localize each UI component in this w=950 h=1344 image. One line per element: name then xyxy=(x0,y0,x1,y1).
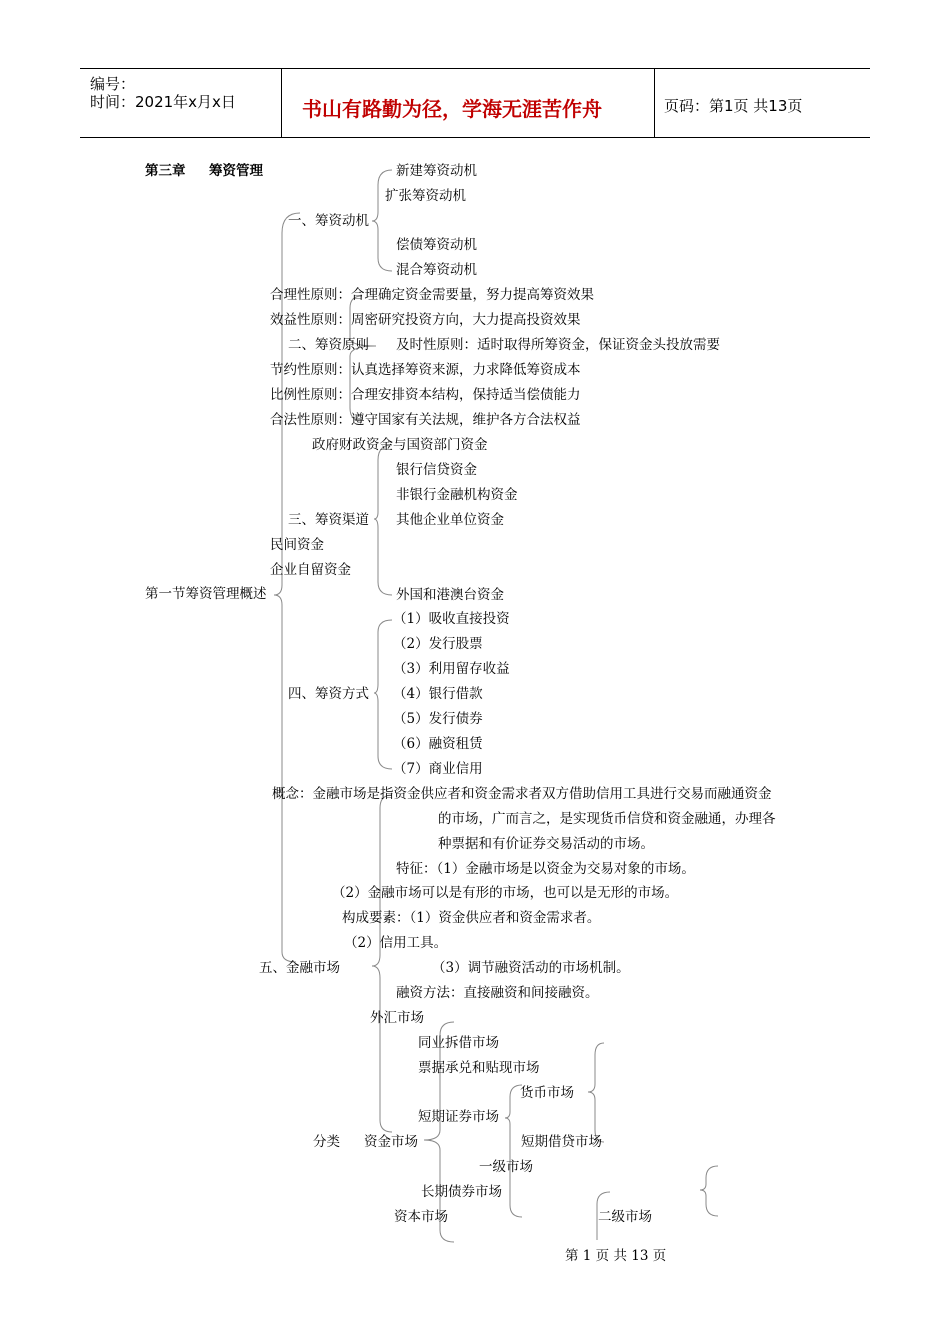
list-item: （4）银行借款 xyxy=(393,686,483,702)
method-line: 融资方法：直接融资和间接融资。 xyxy=(396,985,599,1001)
feature-line: 特征：（1）金融市场是以资金为交易对象的市场。 xyxy=(396,861,695,877)
heading-financing-motives: 一、筹资动机 xyxy=(288,213,369,229)
list-item: （2）发行股票 xyxy=(393,636,483,652)
page-counter: 页码：第1页 共13页 xyxy=(664,97,803,115)
document-number-label: 编号： xyxy=(90,75,136,93)
list-item: （6）融资租赁 xyxy=(393,736,483,752)
list-item: 混合筹资动机 xyxy=(396,262,477,278)
money-market: 货币市场 xyxy=(520,1085,574,1101)
list-item: 其他企业单位资金 xyxy=(396,512,504,528)
concept-line: 种票据和有价证券交易活动的市场。 xyxy=(438,836,654,852)
list-item: 银行信贷资金 xyxy=(396,462,477,478)
heading-financing-principles: 二、筹资原则 xyxy=(288,337,369,353)
document-date-label: 时间：2021年x月x日 xyxy=(90,93,236,111)
list-item: 新建筹资动机 xyxy=(396,163,477,179)
list-item: （1）吸收直接投资 xyxy=(393,611,510,627)
list-item: （3）利用留存收益 xyxy=(393,661,510,677)
list-item: 节约性原则：认真选择筹资来源，力求降低筹资成本 xyxy=(270,362,581,378)
chapter-number: 第三章 xyxy=(145,163,186,179)
feature-line: （2）金融市场可以是有形的市场，也可以是无形的市场。 xyxy=(332,885,679,901)
list-item: （7）商业信用 xyxy=(393,761,483,777)
section-heading: 第一节筹资管理概述 xyxy=(145,586,267,602)
classification-label: 分类 xyxy=(313,1134,340,1150)
list-item: 及时性原则：适时取得所筹资金，保证资金头投放需要 xyxy=(396,337,720,353)
list-item: 非银行金融机构资金 xyxy=(396,487,518,503)
forex-market: 外汇市场 xyxy=(370,1010,424,1026)
list-item: 合法性原则：遵守国家有关法规，维护各方合法权益 xyxy=(270,412,581,428)
header-motto: 书山有路勤为径，学海无涯苦作舟 xyxy=(302,97,602,121)
element-line: 构成要素：（1）资金供应者和资金需求者。 xyxy=(342,910,601,926)
secondary-market: 二级市场 xyxy=(598,1209,652,1225)
page-footer: 第 1 页 共 13 页 xyxy=(565,1248,667,1264)
primary-market: 一级市场 xyxy=(479,1159,533,1175)
capital-funds-market: 资金市场 xyxy=(364,1134,418,1150)
list-item: 外国和港澳台资金 xyxy=(396,587,504,603)
list-item: 民间资金 xyxy=(270,537,324,553)
interbank-market: 同业拆借市场 xyxy=(418,1035,499,1051)
concept-line: 概念：金融市场是指资金供应者和资金需求者双方借助信用工具进行交易而融通资金 xyxy=(272,786,772,802)
capital-market: 资本市场 xyxy=(394,1209,448,1225)
chapter-title: 筹资管理 xyxy=(209,163,263,179)
short-securities-market: 短期证券市场 xyxy=(418,1109,499,1125)
bills-market: 票据承兑和贴现市场 xyxy=(418,1060,540,1076)
list-item: 效益性原则：周密研究投资方向，大力提高投资效果 xyxy=(270,312,581,328)
list-item: 比例性原则：合理安排资本结构，保持适当偿债能力 xyxy=(270,387,581,403)
element-line: （3）调节融资活动的市场机制。 xyxy=(432,960,630,976)
heading-financing-methods: 四、筹资方式 xyxy=(288,686,369,702)
list-item: 偿债筹资动机 xyxy=(396,237,477,253)
list-item: 合理性原则：合理确定资金需要量，努力提高筹资效果 xyxy=(270,287,594,303)
long-bond-market: 长期债券市场 xyxy=(421,1184,502,1200)
list-item: 政府财政资金与国资部门资金 xyxy=(312,437,488,453)
list-item: （5）发行债券 xyxy=(393,711,483,727)
list-item: 企业自留资金 xyxy=(270,562,351,578)
heading-financial-market: 五、金融市场 xyxy=(259,960,340,976)
heading-financing-channels: 三、筹资渠道 xyxy=(288,512,369,528)
element-line: （2）信用工具。 xyxy=(344,935,448,951)
concept-line: 的市场，广而言之，是实现货币信贷和资金融通，办理各 xyxy=(438,811,776,827)
short-loan-market: 短期借贷市场 xyxy=(521,1134,602,1150)
list-item: 扩张筹资动机 xyxy=(385,188,466,204)
